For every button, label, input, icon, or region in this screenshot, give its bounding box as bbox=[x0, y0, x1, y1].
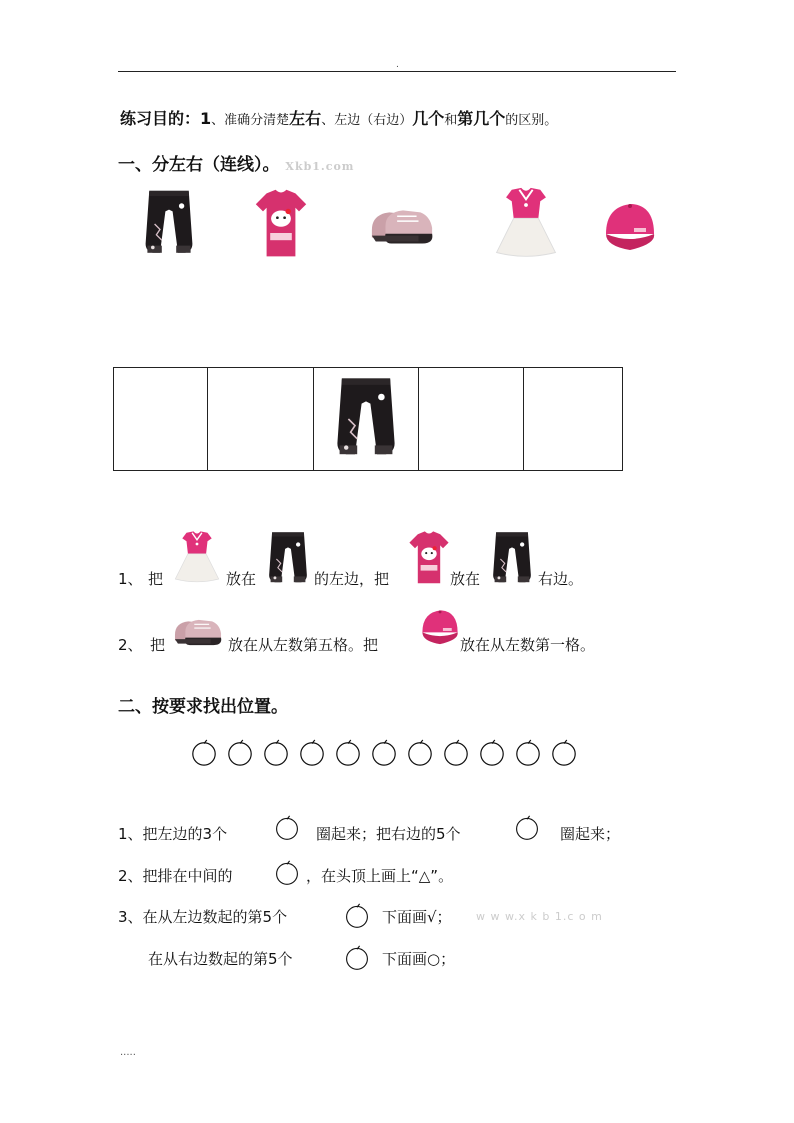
grid-cell-5[interactable] bbox=[524, 368, 622, 470]
purpose-number: 1 bbox=[200, 109, 212, 128]
question-1-text-1: 把 bbox=[148, 570, 164, 588]
apple-icon[interactable] bbox=[550, 738, 578, 768]
footer-dots: ..... bbox=[120, 1047, 136, 1058]
shoes-icon bbox=[368, 200, 436, 250]
apple-icon[interactable] bbox=[262, 738, 290, 768]
question-2-text-2: 放在从左数第五格。把 bbox=[228, 636, 379, 654]
apple-icon[interactable] bbox=[514, 738, 542, 768]
kitty-shirt-icon bbox=[254, 186, 308, 262]
task-3-text-a: 3、在从左边数起的第5个 bbox=[118, 908, 288, 926]
task-watermark: w w w.x k b 1.c o m bbox=[476, 910, 603, 923]
question-1-text-2: 放在 bbox=[226, 570, 257, 588]
purpose-text-3: 和 bbox=[444, 113, 458, 128]
task-4-text-b: 下面画○； bbox=[382, 950, 456, 968]
question-2-number: 2、 bbox=[118, 636, 143, 654]
kitty-shirt-icon bbox=[408, 530, 450, 586]
task-1-text-b: 圈起来；把右边的5个 bbox=[316, 825, 461, 843]
question-1-text-3: 的左边，把 bbox=[314, 570, 390, 588]
purpose-text-4: 的区别。 bbox=[505, 113, 558, 128]
section1-title bbox=[118, 150, 354, 175]
purpose-label: 练习目的： bbox=[120, 109, 201, 128]
task-1-text-c: 圈起来； bbox=[560, 825, 621, 843]
task-2-text-a: 2、把排在中间的 bbox=[118, 867, 233, 885]
task-2-text-b: ，在头顶上画上“△”。 bbox=[306, 867, 454, 885]
question-1-text-4: 放在 bbox=[450, 570, 481, 588]
grid-cell-3[interactable] bbox=[314, 368, 418, 470]
section1-watermark: Xkb1.com bbox=[285, 160, 355, 173]
question-2-text-1: 把 bbox=[150, 636, 166, 654]
apple-icon[interactable] bbox=[406, 738, 434, 768]
pants-icon bbox=[333, 371, 399, 467]
question-1-number: 1、 bbox=[118, 570, 143, 588]
placement-grid bbox=[113, 367, 623, 471]
apple-icon bbox=[274, 815, 300, 841]
apple-icon bbox=[514, 815, 540, 841]
cap-icon bbox=[418, 604, 462, 652]
purpose-text-1: 、准确分清楚 bbox=[211, 113, 290, 128]
header-mark: . bbox=[396, 60, 399, 70]
dress-icon bbox=[490, 186, 562, 262]
purpose-bold-1: 左右 bbox=[289, 109, 322, 128]
task-3-text-b: 下面画√； bbox=[382, 908, 452, 926]
purpose-line bbox=[120, 106, 557, 129]
apple-icon bbox=[344, 945, 370, 971]
task-1-text-a: 1、把左边的3个 bbox=[118, 825, 228, 843]
apple-icon bbox=[344, 903, 370, 929]
apple-icon[interactable] bbox=[190, 738, 218, 768]
apple-icon[interactable] bbox=[442, 738, 470, 768]
apple-icon[interactable] bbox=[298, 738, 326, 768]
apple-icon[interactable] bbox=[334, 738, 362, 768]
apple-icon[interactable] bbox=[478, 738, 506, 768]
pants-icon bbox=[142, 186, 196, 262]
apple-row bbox=[190, 738, 578, 768]
apple-icon bbox=[274, 860, 300, 886]
section2-title: 二、按要求找出位置。 bbox=[118, 697, 288, 717]
dress-icon bbox=[168, 530, 226, 586]
grid-cell-4[interactable] bbox=[419, 368, 524, 470]
question-1-text-5: 右边。 bbox=[538, 570, 584, 588]
apple-icon[interactable] bbox=[370, 738, 398, 768]
purpose-bold-2: 几个 bbox=[412, 109, 445, 128]
question-2-text-3: 放在从左数第一格。 bbox=[460, 636, 596, 654]
grid-cell-1[interactable] bbox=[114, 368, 208, 470]
section1-title-text: 一、分左右（连线）。 bbox=[118, 155, 280, 175]
cap-icon bbox=[600, 196, 660, 260]
header-rule bbox=[118, 71, 676, 72]
shoes-icon bbox=[172, 612, 224, 650]
pants-icon bbox=[266, 530, 310, 588]
apple-icon[interactable] bbox=[226, 738, 254, 768]
pants-icon bbox=[490, 530, 534, 588]
purpose-text-2: 、左边（右边） bbox=[321, 113, 413, 128]
task-4-text-a: 在从右边数起的第5个 bbox=[148, 950, 293, 968]
purpose-bold-3: 第几个 bbox=[457, 109, 506, 128]
grid-cell-2[interactable] bbox=[208, 368, 314, 470]
